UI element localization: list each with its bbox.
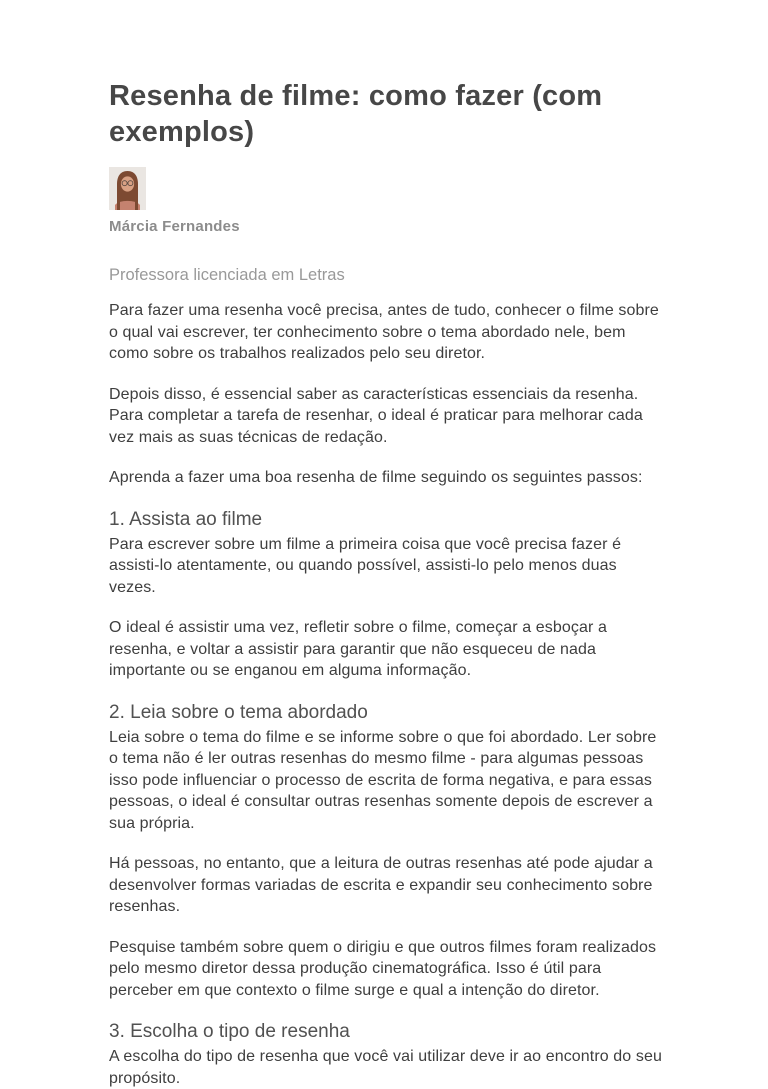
section-heading: 3. Escolha o tipo de resenha bbox=[109, 1021, 350, 1042]
woman-portrait-icon bbox=[109, 167, 146, 210]
author-role: Professora licenciada em Letras bbox=[109, 266, 345, 284]
body-paragraph: Há pessoas, no entanto, que a leitura de outras resenhas até pode ajudar a desenvolver formas variadas de escrita e expandir seu conhecimento sobre resenhas. bbox=[109, 855, 653, 915]
body-paragraph: Para escrever sobre um filme a primeira coisa que você precisa fazer é assisti-lo atentamente, ou quando possível, assisti-lo pelo menos duas vezes. bbox=[109, 535, 622, 596]
body-paragraph: A escolha do tipo de resenha que você vai utilizar deve ir ao encontro do seu propósito. bbox=[109, 1048, 662, 1087]
body-paragraph: Para fazer uma resenha você precisa, antes de tudo, conhecer o filme sobre o qual vai escrever, ter conhecimento sobre o tema abordado nele, bem como sobre os trabalhos realizados pelo seu diretor. bbox=[109, 302, 659, 362]
body-paragraph: Pesquise também sobre quem o dirigiu e que outros filmes foram realizados pelo mesmo diretor dessa produção cinematográfica. Isso é útil para perceber em que contexto o filme surge e qual a intenção do diretor. bbox=[109, 938, 657, 999]
section-heading: 2. Leia sobre o tema abordado bbox=[109, 701, 368, 723]
author-avatar bbox=[109, 167, 146, 210]
author-name: Márcia Fernandes bbox=[109, 218, 240, 235]
body-paragraph: O ideal é assistir uma vez, refletir sobre o filme, começar a esboçar a resenha, e voltar a assistir para garantir que não esqueceu de nada importante ou se enganou em alguma informação. bbox=[109, 619, 607, 679]
body-paragraph: Aprenda a fazer uma boa resenha de filme seguindo os seguintes passos: bbox=[109, 469, 643, 486]
section-heading: 1. Assista ao filme bbox=[109, 508, 263, 530]
body-paragraph: Leia sobre o tema do filme e se informe sobre o que foi abordado. Ler sobre o tema não é ler outras resenhas do mesmo filme - para algumas pessoas isso pode influenciar o processo de escrita de forma negativa, e para essas pessoas, o ideal é consultar outras resenhas somente depois de escrever a sua própria. bbox=[109, 728, 657, 832]
page-title: Resenha de filme: como fazer (com exemplos) bbox=[109, 80, 603, 148]
body-paragraph: Depois disso, é essencial saber as características essenciais da resenha. Para completar a tarefa de resenhar, o ideal é praticar para melhorar cada vez mais as suas técnicas de redação. bbox=[109, 385, 643, 446]
article-body bbox=[109, 300, 666, 1089]
